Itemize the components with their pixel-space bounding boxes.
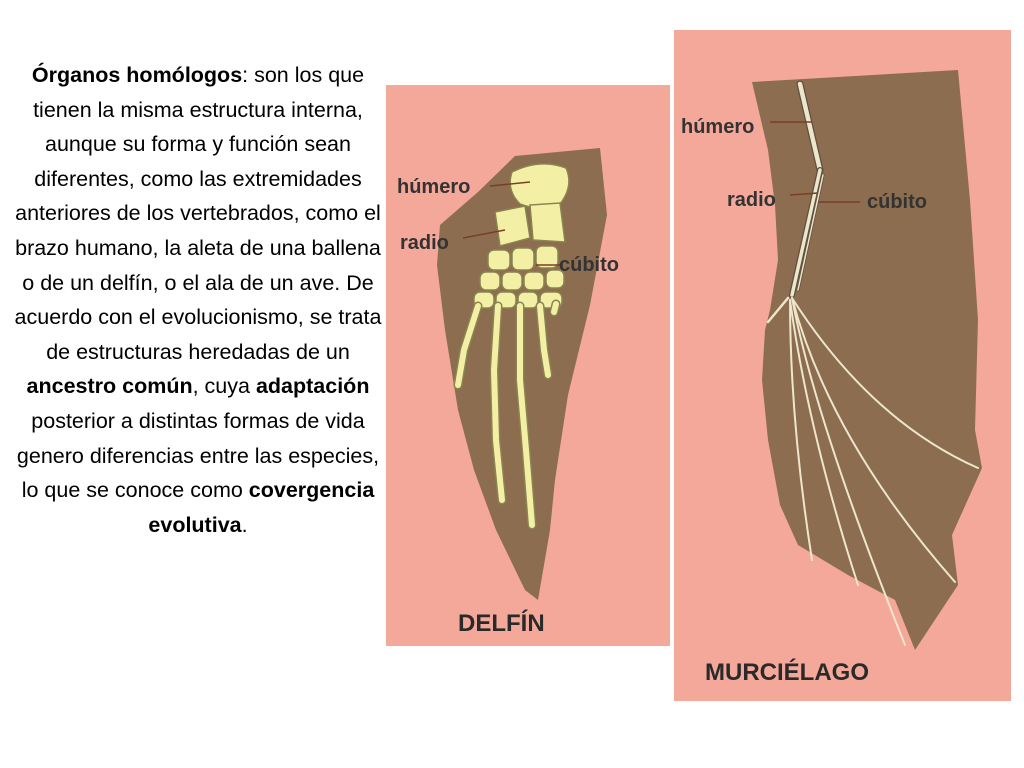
dolphin-humerus-bone [510,164,569,208]
bat-ulna-label: cúbito [867,191,927,213]
dolphin-carpal-bone [512,248,534,270]
bat-radius-label: radio [727,189,776,211]
dolphin-radius-bone [495,206,530,246]
dolphin-radius-label: radio [400,232,449,254]
dolphin-carpal-bone [524,272,544,290]
dolphin-digit-5 [554,304,556,312]
description-text: : son los que tienen la misma estructura interna, aunque su forma y función sean diferentes, como las extremidades anteriores de los vertebrados, como el brazo humano, la aleta de una ballena o de un delfín, o el ala de un ave. De acuerdo con el evolucionismo, se trata de estructuras heredadas de un [14,63,382,364]
description-text: . [241,512,248,537]
dolphin-humerus-label: húmero [397,176,471,198]
emphasized-term: adaptación [255,374,370,399]
emphasized-term: Órganos homólogos [31,63,243,87]
emphasized-term: covergencia evolutiva [148,478,375,537]
dolphin-ulna-bone [530,203,565,242]
bat-humerus-label: húmero [681,116,755,138]
dolphin-carpal-bone [502,272,522,290]
dolphin-carpal-bone [480,272,500,290]
bat-wing [681,70,982,686]
dolphin-caption: DELFÍN [458,610,545,637]
dolphin-ulna-label: cúbito [559,254,619,276]
description-text: posterior a distintas formas de vida genero diferencias entre las especies, lo que se conoce como [16,408,380,503]
bat-caption: MURCIÉLAGO [705,659,869,686]
bat-wing-membrane [752,70,982,650]
dolphin-flipper [397,148,619,637]
dolphin-carpal-bone [488,250,510,270]
emphasized-term: ancestro común [26,374,193,399]
description-text: , cuya [192,374,256,399]
